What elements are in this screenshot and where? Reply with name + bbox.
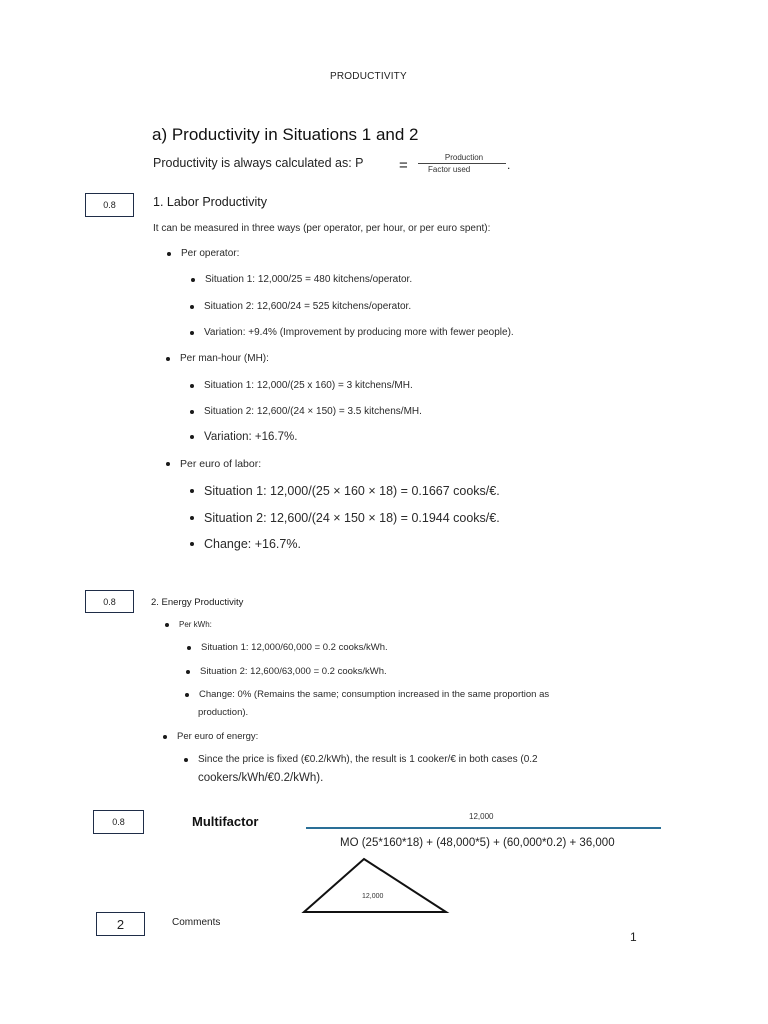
triangle-value: 12,000 (362, 893, 384, 900)
score-box-labor: 0.8 (85, 193, 134, 217)
section-heading: a) Productivity in Situations 1 and 2 (152, 125, 419, 144)
formula-text: Productivity is always calculated as: P (153, 156, 364, 170)
labor-operator-situation-2: Situation 2: 12,600/24 = 525 kitchens/operator. (204, 301, 412, 312)
energy-euro-line-2: cookers/kWh/€0.2/kWh). (198, 772, 324, 784)
labor-mh-variation: Variation: +16.7%. (204, 431, 298, 443)
fraction-denominator: Factor used (428, 165, 471, 174)
labor-per-euro-label: Per euro of labor: (180, 458, 262, 470)
labor-mh-situation-2: Situation 2: 12,600/(24 × 150) = 3.5 kitchens/MH. (204, 406, 422, 417)
labor-euro-change: Change: +16.7%. (204, 537, 301, 551)
labor-operator-variation: Variation: +9.4% (Improvement by producing more with fewer people). (204, 327, 514, 338)
labor-euro-situation-1: Situation 1: 12,000/(25 × 160 × 18) = 0.1667 cooks/€. (204, 484, 500, 498)
page-number: 1 (630, 930, 637, 944)
labor-operator-situation-1: Situation 1: 12,000/25 = 480 kitchens/operator. (205, 274, 413, 285)
multifactor-numerator: 12,000 (469, 812, 494, 821)
score-box-multifactor: 0.8 (93, 810, 144, 834)
energy-kwh-situation-2: Situation 2: 12,600/63,000 = 0.2 cooks/kWh. (200, 666, 387, 677)
energy-productivity-title: 2. Energy Productivity (151, 597, 244, 608)
energy-kwh-change-line-1: Change: 0% (Remains the same; consumption increased in the same proportion as (199, 689, 550, 700)
labor-per-man-hour-label: Per man-hour (MH): (180, 353, 269, 364)
score-box-comments: 2 (96, 912, 145, 936)
fraction-bar (418, 163, 506, 164)
labor-mh-situation-1: Situation 1: 12,000/(25 x 160) = 3 kitchens/MH. (204, 380, 413, 391)
energy-kwh-change-line-2: production). (198, 707, 249, 718)
labor-intro: It can be measured in three ways (per operator, per hour, or per euro spent): (153, 223, 491, 234)
multifactor-fraction-bar (306, 827, 661, 829)
energy-per-euro-label: Per euro of energy: (177, 731, 259, 742)
multifactor-denominator: MO (25*160*18) + (48,000*5) + (60,000*0.2) + 36,000 (340, 837, 615, 849)
multifactor-label: Multifactor (192, 814, 259, 829)
labor-euro-situation-2: Situation 2: 12,600/(24 × 150 × 18) = 0.1944 cooks/€. (204, 511, 500, 525)
labor-productivity-title: 1. Labor Productivity (153, 195, 267, 209)
triangle-shape (300, 855, 452, 917)
energy-per-kwh-label: Per kWh: (179, 620, 212, 629)
formula-period: . (507, 158, 511, 172)
labor-per-operator-label: Per operator: (181, 248, 240, 259)
energy-euro-line-1: Since the price is fixed (€0.2/kWh), the result is 1 cooker/€ in both cases (0.2 (198, 754, 538, 765)
formula-equals: = (399, 157, 408, 174)
energy-kwh-situation-1: Situation 1: 12,000/60,000 = 0.2 cooks/kWh. (201, 642, 388, 653)
comments-label: Comments (172, 917, 221, 928)
fraction-numerator: Production (444, 153, 484, 162)
score-box-energy: 0.8 (85, 590, 134, 613)
document-title: PRODUCTIVITY (330, 71, 407, 82)
productivity-fraction (418, 153, 506, 174)
triangle-outline (304, 859, 446, 912)
